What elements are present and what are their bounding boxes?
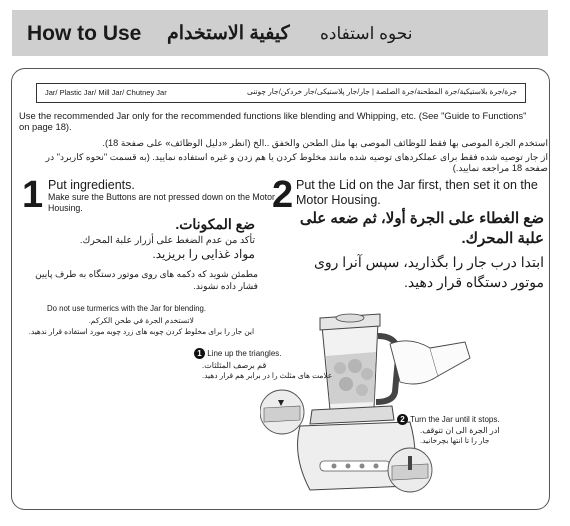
callout-1-number: 1	[194, 348, 205, 359]
step-2-text-fa: ابتدا درب جار را بگذارید، سپس آنرا روی موتور دستگاه قرار دهید.	[313, 254, 544, 290]
step-2-title: Put the Lid on the Jar first, then set it on the Motor Housing.	[296, 178, 538, 207]
intro-text-ar: استخدم الجرة الموصى بها فقط للوظائف الموصى بها مثل الطحن والخفق ..الخ (انظر «دليل الوظائف» على صفحة 18).	[102, 138, 548, 148]
intro-text-en: Use the recommended Jar only for the recommended functions like blending and Whipping, etc. (See "Guide to Functions" on page 18).	[19, 110, 527, 132]
turmeric-note-fa: این جار را برای مخلوط کردن چوبه های زرد چوبه مورد استفاده قرار ندهید.	[28, 327, 254, 336]
step-1-subtext-ar: تأكد من عدم الضغط على أزرار علبة المحرك.	[79, 235, 255, 246]
section-header	[12, 10, 548, 56]
step-2-text-ar: ضع الغطاء على الجرة أولا، ثم ضعه على علبة المحرك.	[299, 210, 544, 247]
step-1-title-ar: ضع المكونات.	[175, 216, 255, 232]
jar-types-rtl: جرة/جرة بلاستيكية/جرة المطحنة/جرة الصلصة | جار/جار پلاستیکی/جار خردکن/جار چوتنی	[246, 87, 517, 96]
callout-line-up	[194, 348, 282, 359]
step-1-subtext: Make sure the Buttons are not pressed down on the Motor Housing.	[48, 192, 275, 213]
header-title-ar: كيفية الاستخدام	[167, 23, 290, 44]
jar-type-box	[36, 83, 526, 103]
callout-1-text-fa: علامت های مثلث را در برابر هم قرار دهید.	[202, 371, 333, 380]
callout-2-text-fa: جار را تا انتها بچرخانید.	[420, 436, 490, 445]
callout-turn-jar	[397, 414, 500, 425]
step-1-title-fa: مواد غذایی را بریزید.	[152, 247, 255, 261]
callout-2-text: Turn the Jar until it stops.	[410, 415, 500, 424]
header-title-fa: نحوه استفاده	[320, 24, 413, 43]
intro-text-fa: از جار توصیه شده فقط برای عملکردهای توصیه شده مانند مخلوط کردن یا هم زدن و غیره استفاده نمایید. (به قسمت "نحوه کاربرد" در صفحه 18 مراجعه نمایید.)	[45, 152, 548, 173]
step-2-number: 2	[272, 174, 294, 216]
turmeric-note-ar: لاتستخدم الجرة في طحن الكركم.	[88, 316, 194, 325]
blender-illustration	[260, 296, 490, 501]
callout-1-text: Line up the triangles.	[207, 349, 282, 358]
turmeric-note-en: Do not use turmerics with the Jar for blending.	[47, 304, 207, 313]
callout-2-text-ar: ادر الجرة الى ان تتوقف.	[420, 426, 500, 435]
step-1-title: Put ingredients.	[48, 178, 135, 192]
jar-types-en: Jar/ Plastic Jar/ Mill Jar/ Chutney Jar	[45, 88, 167, 97]
header-title-en: How to Use	[27, 22, 142, 45]
callout-1-text-ar: قم برصف المثلثات.	[202, 361, 267, 370]
callout-2-number: 2	[397, 414, 408, 425]
step-1-number: 1	[22, 174, 44, 216]
step-1-subtext-fa: مطمئن شوید که دکمه های روی موتور دستگاه به طرف پایین فشار داده نشوند.	[35, 269, 258, 291]
